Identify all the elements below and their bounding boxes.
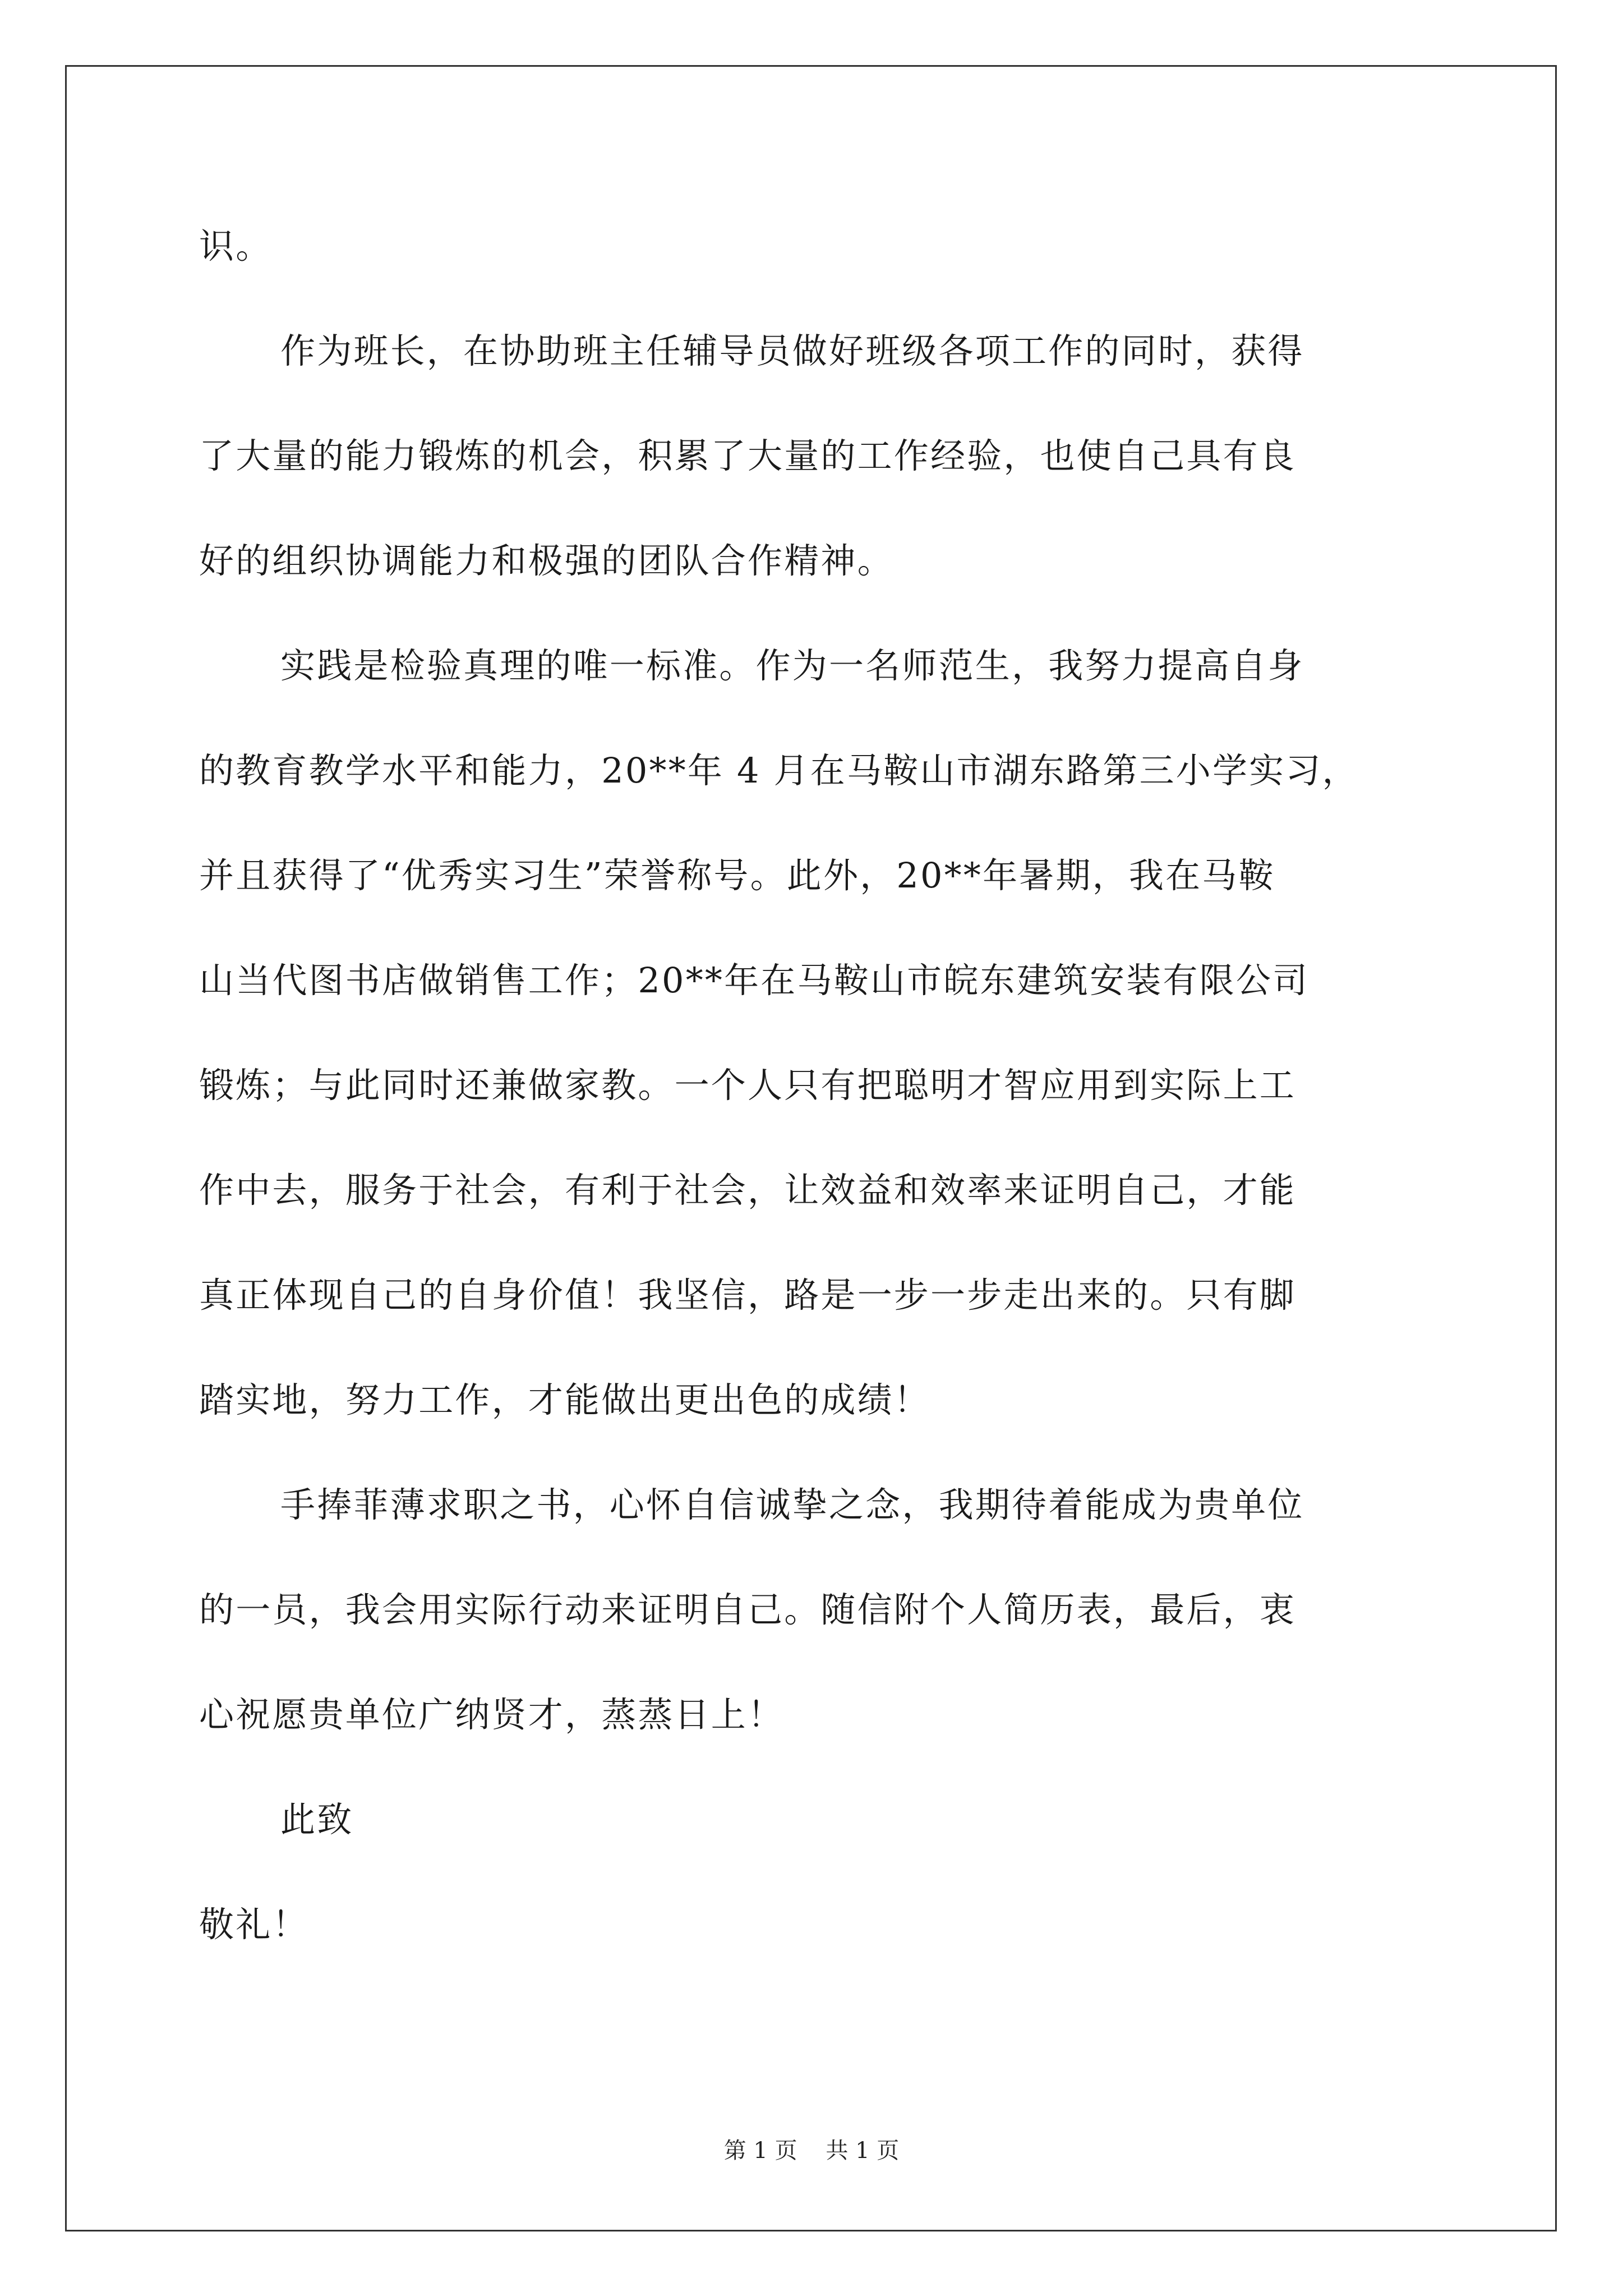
text-line-11: 真正体现自己的自身价值！我坚信，路是一步一步走出来的。只有脚 [199, 1274, 1297, 1315]
page-footer: 第 1 页 共 1 页 [723, 2138, 900, 2164]
text-line-13: 手捧菲薄求职之书，心怀自信诚挚之念，我期待着能成为贵单位 [280, 1484, 1304, 1525]
text-line-8: 山当代图书店做销售工作；20**年在马鞍山市皖东建筑安装有限公司 [199, 960, 1310, 1001]
text-line-6: 的教育教学水平和能力，20**年 4 月在马鞍山市湖东路第三小学实习， [199, 750, 1359, 791]
text-line-10: 作中去，服务于社会，有利于社会，让效益和效率来证明自己，才能 [199, 1170, 1297, 1211]
text-line-4: 好的组织协调能力和极强的团队合作精神。 [199, 540, 894, 581]
text-line-2: 作为班长，在协助班主任辅导员做好班级各项工作的同时，获得 [280, 330, 1304, 371]
text-line-3: 了大量的能力锻炼的机会，积累了大量的工作经验，也使自己具有良 [199, 435, 1297, 476]
closing-regards: 敬礼！ [199, 1904, 309, 1945]
text-line-1: 识。 [199, 226, 273, 266]
text-line-9: 锻炼；与此同时还兼做家教。一个人只有把聪明才智应用到实际上工 [199, 1065, 1297, 1106]
text-line-5: 实践是检验真理的唯一标准。作为一名师范生，我努力提高自身 [280, 645, 1304, 686]
text-line-14: 的一员，我会用实际行动来证明自己。随信附个人简历表，最后，衷 [199, 1589, 1297, 1630]
text-line-15: 心祝愿贵单位广纳贤才，蒸蒸日上！ [199, 1694, 785, 1735]
text-line-12: 踏实地，努力工作，才能做出更出色的成绩！ [199, 1379, 931, 1420]
text-line-7: 并且获得了“优秀实习生”荣誉称号。此外，20**年暑期，我在马鞍 [199, 855, 1275, 896]
closing-salutation: 此致 [280, 1799, 354, 1840]
